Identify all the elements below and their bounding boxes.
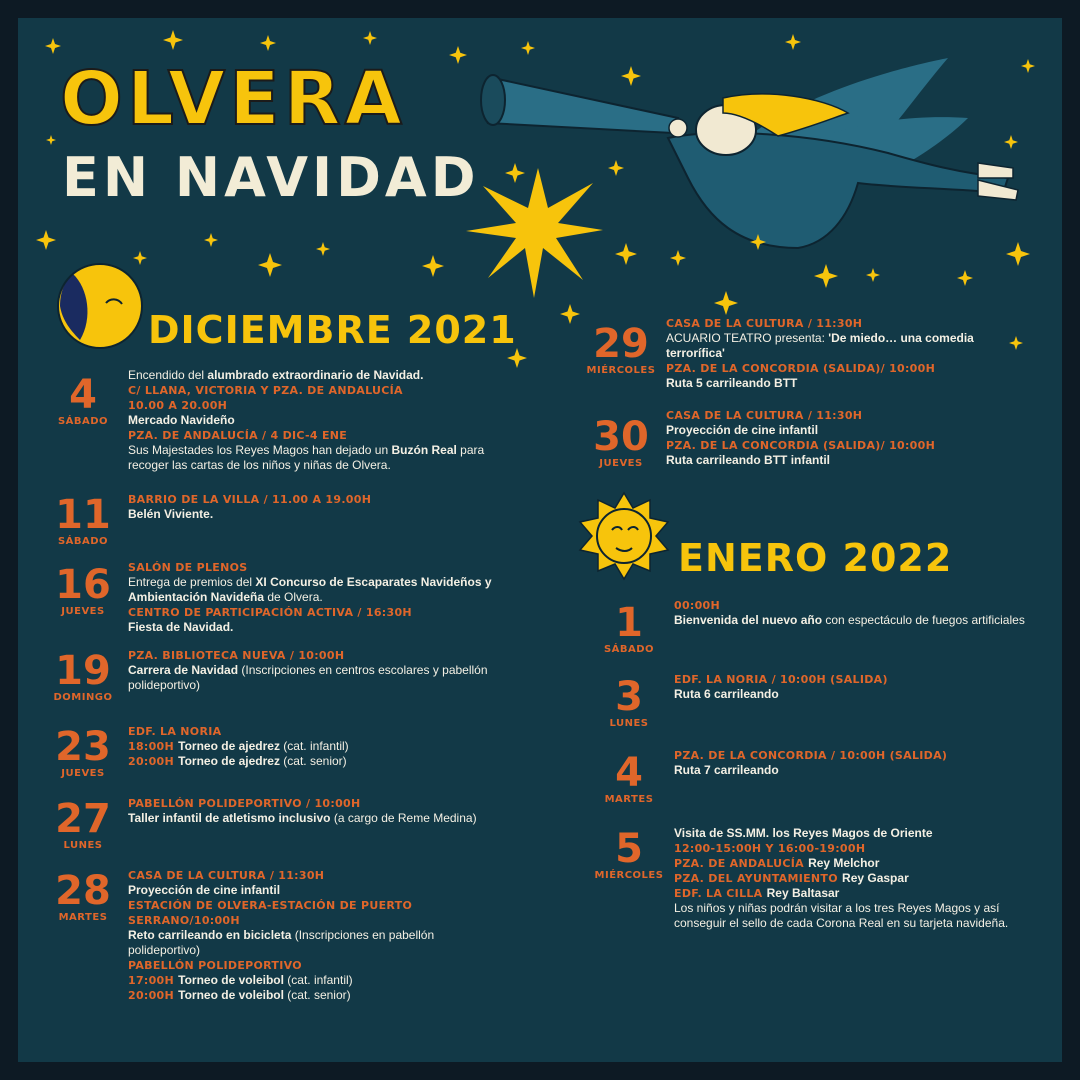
event-line: 18:00H Torneo de ajedrez (cat. infantil)	[128, 739, 349, 753]
event-description	[128, 724, 508, 769]
event-description	[128, 796, 508, 826]
event-line: PZA. BIBLIOTECA NUEVA / 10:00H	[128, 649, 345, 662]
event-description	[674, 598, 1034, 628]
event-line: Ambientación Navideña de Olvera.	[128, 590, 323, 604]
star-icon	[785, 34, 801, 50]
star-icon	[204, 233, 218, 247]
event-line: EDF. LA NORIA	[128, 725, 222, 738]
event-description	[674, 672, 1034, 702]
event-line: Fiesta de Navidad.	[128, 620, 234, 634]
event-line: Ruta 7 carrileando	[674, 763, 779, 777]
event-line: conseguir el sello de cada Corona Real en su tarjeta navideña.	[674, 916, 1009, 930]
month-heading-january: ENERO 2022	[678, 536, 953, 580]
event-line: Ruta 5 carrileando BTT	[666, 376, 798, 390]
event-line: 20:00H Torneo de voleibol (cat. senior)	[128, 988, 351, 1002]
star-icon	[670, 250, 686, 266]
event-line: Taller infantil de atletismo inclusivo (a cargo de Reme Medina)	[128, 811, 477, 825]
event-line: PABELLÓN POLIDEPORTIVO	[128, 959, 302, 972]
event-weekday: JUEVES	[61, 768, 105, 779]
event-description	[674, 748, 1034, 778]
event-date	[48, 650, 118, 703]
star-icon	[46, 135, 56, 145]
event-line: recoger las cartas de los niños y niñas de Olvera.	[128, 458, 391, 472]
star-icon	[1021, 59, 1035, 73]
event-weekday: SÁBADO	[603, 644, 655, 655]
event-day-number: 4	[69, 372, 97, 418]
star-icon	[363, 31, 377, 45]
event-line: CASA DE LA CULTURA / 11:30H	[128, 869, 325, 882]
event-description	[128, 492, 508, 522]
star-icon	[422, 255, 444, 277]
event-weekday: MARTES	[58, 912, 108, 923]
event-line: CASA DE LA CULTURA / 11:30H	[666, 317, 863, 330]
event-line: Belén Viviente.	[128, 507, 214, 521]
star-icon	[615, 243, 637, 265]
event-date	[48, 494, 118, 547]
moon-face-icon	[58, 264, 142, 348]
event-line: PZA. DE LA CONCORDIA / 10:00H (SALIDA)	[674, 749, 948, 762]
star-icon	[449, 46, 467, 64]
event-description	[128, 368, 508, 473]
event-description	[128, 868, 508, 1003]
event-line: PZA. DE ANDALUCÍA / 4 DIC-4 ENE	[128, 429, 348, 442]
star-icon	[133, 251, 147, 265]
star-icon	[866, 268, 880, 282]
event-weekday: SÁBADO	[57, 416, 109, 427]
event-weekday: JUEVES	[61, 606, 105, 617]
event-line: SERRANO/10:00H	[128, 914, 240, 927]
event-line: EDF. LA NORIA / 10:00H (SALIDA)	[674, 673, 888, 686]
poster	[18, 18, 1062, 1062]
title-line-1: OLVERA	[60, 56, 406, 142]
event-date	[48, 870, 118, 923]
event-line: SALÓN DE PLENOS	[128, 561, 248, 574]
event-weekday: LUNES	[63, 840, 103, 851]
event-date	[586, 323, 656, 376]
month-heading-december: DICIEMBRE 2021	[148, 308, 517, 352]
event-line: BARRIO DE LA VILLA / 11.00 A 19.00H	[128, 493, 372, 506]
event-line: polideportivo)	[128, 943, 201, 957]
event-date	[48, 564, 118, 617]
event-weekday: JUEVES	[599, 458, 643, 469]
event-line: Bienvenida del nuevo año con espectáculo de fuegos artificiales	[674, 613, 1025, 627]
event-day-number: 3	[615, 674, 643, 720]
event-line: ESTACIÓN DE OLVERA-ESTACIÓN DE PUERTO	[128, 899, 413, 912]
star-icon	[260, 35, 276, 51]
event-line: PZA. DE ANDALUCÍA Rey Melchor	[674, 856, 880, 870]
star-icon	[45, 38, 61, 54]
event-description	[674, 826, 1034, 931]
star-icon	[714, 291, 738, 315]
star-icon	[505, 163, 525, 183]
event-date	[586, 416, 656, 469]
title-line-2: EN NAVIDAD	[62, 146, 480, 209]
event-date	[594, 602, 664, 655]
event-weekday: MIÉRCOLES	[594, 870, 664, 881]
event-day-number: 29	[593, 321, 649, 367]
event-line: PABELLÓN POLIDEPORTIVO / 10:00H	[128, 797, 361, 810]
event-line: Los niños y niñas podrán visitar a los tres Reyes Magos y así	[674, 901, 1000, 915]
big-star-icon	[466, 168, 603, 298]
event-line: CASA DE LA CULTURA / 11:30H	[666, 409, 863, 422]
event-line: Carrera de Navidad (Inscripciones en centros escolares y pabellón	[128, 663, 488, 677]
event-line: 12:00-15:00H Y 16:00-19:00H	[674, 842, 866, 855]
event-weekday: DOMINGO	[53, 692, 113, 703]
star-icon	[36, 230, 56, 250]
event-day-number: 16	[55, 562, 111, 608]
star-icon	[608, 160, 624, 176]
event-line: terrorífica'	[666, 346, 725, 360]
event-day-number: 23	[55, 724, 111, 770]
event-description	[666, 408, 1026, 468]
sun-face-icon	[580, 493, 668, 579]
event-line: CENTRO DE PARTICIPACIÓN ACTIVA / 16:30H	[128, 606, 412, 619]
event-line: 00:00H	[674, 599, 721, 612]
event-date	[594, 752, 664, 805]
event-weekday: LUNES	[609, 718, 649, 729]
event-day-number: 5	[615, 826, 643, 872]
event-line: Proyección de cine infantil	[128, 883, 281, 897]
event-date	[594, 676, 664, 729]
star-icon	[957, 270, 973, 286]
event-line: PZA. DE LA CONCORDIA (SALIDA)/ 10:00H	[666, 362, 936, 375]
star-icon	[1004, 135, 1018, 149]
star-icon	[258, 253, 282, 277]
event-weekday: MIÉRCOLES	[586, 365, 656, 376]
star-icon	[814, 264, 838, 288]
event-day-number: 30	[593, 414, 649, 460]
event-line: Reto carrileando en bicicleta (Inscripciones en pabellón	[128, 928, 435, 942]
event-line: C/ LLANA, VICTORIA Y PZA. DE ANDALUCÍA	[128, 384, 403, 397]
event-line: Visita de SS.MM. los Reyes Magos de Oriente	[674, 826, 933, 840]
star-icon	[621, 66, 641, 86]
event-description	[128, 648, 508, 693]
event-day-number: 27	[55, 796, 111, 842]
event-description	[666, 316, 1026, 391]
event-line: Ruta 6 carrileando	[674, 687, 779, 701]
event-line: ACUARIO TEATRO presenta: 'De miedo… una comedia	[666, 331, 974, 345]
event-weekday: SÁBADO	[57, 536, 109, 547]
event-line: PZA. DE LA CONCORDIA (SALIDA)/ 10:00H	[666, 439, 936, 452]
event-date	[594, 828, 664, 881]
star-icon	[316, 242, 330, 256]
star-icon	[521, 41, 535, 55]
event-day-number: 28	[55, 868, 111, 914]
event-date	[48, 374, 118, 427]
star-icon	[163, 30, 183, 50]
event-date	[48, 726, 118, 779]
event-line: 10.00 A 20.00H	[128, 399, 228, 412]
event-line: polideportivo)	[128, 678, 201, 692]
angel-trumpet-illustration	[481, 58, 1018, 248]
event-line: 17:00H Torneo de voleibol (cat. infantil)	[128, 973, 353, 987]
event-line: PZA. DEL AYUNTAMIENTO Rey Gaspar	[674, 871, 909, 885]
event-line: 20:00H Torneo de ajedrez (cat. senior)	[128, 754, 347, 768]
star-icon	[1006, 242, 1030, 266]
event-day-number: 11	[55, 492, 111, 538]
event-line: EDF. LA CILLA Rey Baltasar	[674, 886, 840, 900]
event-day-number: 4	[615, 750, 643, 796]
event-day-number: 19	[55, 648, 111, 694]
event-line: Sus Majestades los Reyes Magos han dejado un Buzón Real para	[128, 443, 485, 457]
event-line: Ruta carrileando BTT infantil	[666, 453, 831, 467]
event-description	[128, 560, 508, 635]
event-day-number: 1	[615, 600, 643, 646]
star-icon	[560, 304, 580, 324]
event-line: Encendido del alumbrado extraordinario de Navidad.	[128, 368, 424, 382]
event-date	[48, 798, 118, 851]
event-line: Proyección de cine infantil	[666, 423, 819, 437]
event-line: Entrega de premios del XI Concurso de Escaparates Navideños y	[128, 575, 492, 589]
event-line: Mercado Navideño	[128, 413, 235, 427]
event-weekday: MARTES	[604, 794, 654, 805]
